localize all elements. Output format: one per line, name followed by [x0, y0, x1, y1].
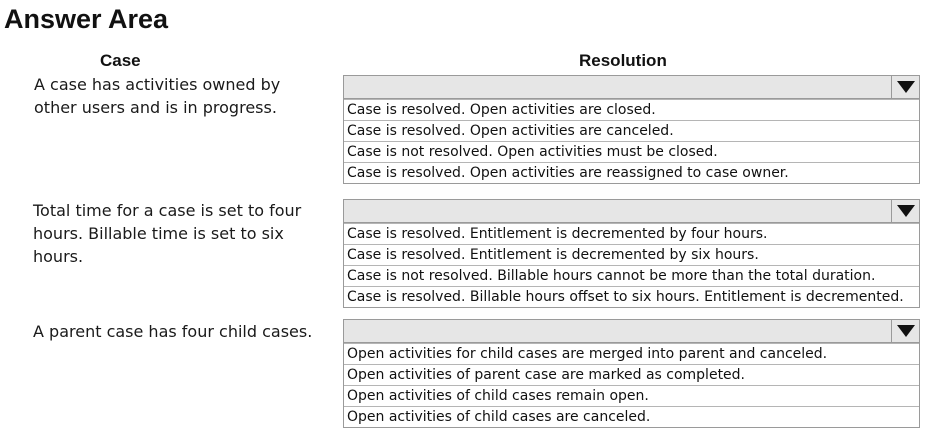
dropdown-option[interactable]: Case is resolved. Open activities are closed.	[344, 99, 919, 120]
resolution-dropdown-2[interactable]	[343, 199, 920, 308]
case-description-2: Total time for a case is set to four hours. Billable time is set to six hours.	[33, 201, 302, 266]
dropdown-header[interactable]	[344, 76, 919, 99]
dropdown-option[interactable]: Case is resolved. Entitlement is decremented by four hours.	[344, 223, 919, 244]
dropdown-header[interactable]	[344, 200, 919, 223]
dropdown-option[interactable]: Case is not resolved. Billable hours cannot be more than the total duration.	[344, 265, 919, 286]
case-description-3: A parent case has four child cases.	[33, 322, 313, 341]
dropdown-toggle-button[interactable]	[891, 76, 919, 98]
dropdown-option[interactable]: Case is resolved. Entitlement is decremented by six hours.	[344, 244, 919, 265]
dropdown-toggle-button[interactable]	[891, 200, 919, 222]
page-title: Answer Area	[4, 4, 169, 34]
resolution-column-header: Resolution	[579, 51, 667, 70]
case-column-header: Case	[100, 51, 141, 70]
case-description-1: A case has activities owned by other users and is in progress.	[34, 75, 281, 117]
dropdown-toggle-button[interactable]	[891, 320, 919, 342]
resolution-dropdown-3[interactable]	[343, 319, 920, 428]
dropdown-option[interactable]: Open activities of child cases are canceled.	[344, 406, 919, 427]
dropdown-option[interactable]: Case is not resolved. Open activities must be closed.	[344, 141, 919, 162]
dropdown-option[interactable]: Case is resolved. Open activities are reassigned to case owner.	[344, 162, 919, 183]
dropdown-option[interactable]: Case is resolved. Billable hours offset to six hours. Entitlement is decremented.	[344, 286, 919, 307]
dropdown-option[interactable]: Open activities of parent case are marked as completed.	[344, 364, 919, 385]
resolution-dropdown-1[interactable]	[343, 75, 920, 184]
dropdown-option[interactable]: Open activities for child cases are merged into parent and canceled.	[344, 343, 919, 364]
dropdown-option[interactable]: Case is resolved. Open activities are canceled.	[344, 120, 919, 141]
dropdown-header[interactable]	[344, 320, 919, 343]
chevron-down-icon	[897, 325, 915, 337]
chevron-down-icon	[897, 205, 915, 217]
dropdown-option[interactable]: Open activities of child cases remain open.	[344, 385, 919, 406]
chevron-down-icon	[897, 81, 915, 93]
